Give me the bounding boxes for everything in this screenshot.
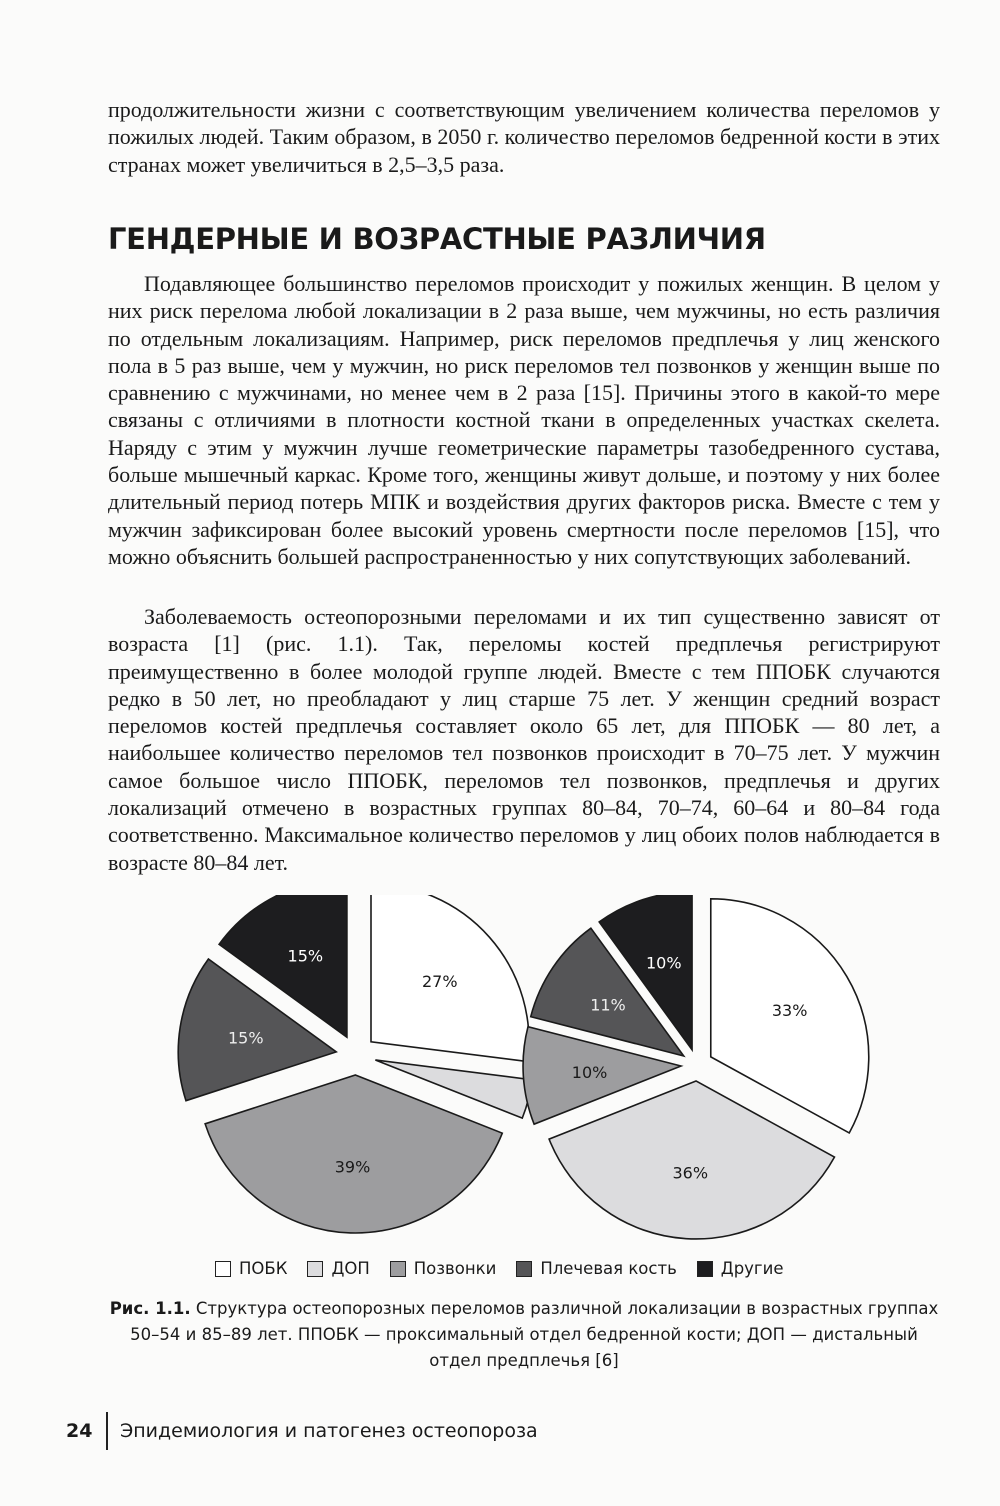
pie-label-1-1: 27%	[421, 972, 458, 992]
legend-label: Позвонки	[413, 1259, 497, 1278]
caption-label: Рис. 1.1.	[109, 1299, 191, 1318]
caption-text: Структура остеопорозных переломов различной локализации в возрастных группах 50–54 и 85–89 лет. ППОБК — проксимальный отдел бедренной кости; ДОП — дистальный отдел предплечья [6]	[130, 1299, 939, 1370]
paragraph-3: Заболеваемость остеопорозными переломами и их тип существенно зависят от возраста [1] (рис. 1.1). Так, переломы костей предплечья регистрируют преимущественно в более молодой группе людей. Вместе с тем ППОБК случаются редко в 50 лет, но преобладают у лиц старше 75 лет. У женщин средний возраст переломов костей предплечья составляет около 65 лет, для ППОБК — 80 лет, а наибольшее количество переломов тел позвонков происходит в 70–75 лет. У мужчин самое большое число ППОБК, переломов тел позвонков, предплечья и других локализаций отмечено в возрастных группах 80–84, 70–74, 60–64 и 80–84 года соответственно. Максимальное количество переломов у лиц обоих полов наблюдается в возрасте 80–84 лет.	[108, 604, 940, 875]
pie-label-1-3: 39%	[334, 1157, 371, 1177]
legend-swatch	[307, 1261, 323, 1277]
pie-charts-figure	[0, 895, 1000, 1250]
legend-label: ПОБК	[239, 1259, 288, 1278]
paragraph-2: Подавляющее большинство переломов происходит у пожилых женщин. В целом у них риск перелома любой локализации в 2 раза выше, чем мужчины, но есть различия по отдельным локализациям. Например, риск переломов предплечья у лиц женского пола в 5 раз выше, чем у мужчин, но риск переломов тел позвонков у женщин выше по сравнению с мужчинами, но менее чем в 2 раза [15]. Причины этого в какой-то мере связаны с отличиями в плотности костной ткани в определенных участках скелета. Наряду с этим у мужчин лучше геометрические параметры тазобедренного сустава, больше мышечный каркас. Кроме того, женщины живут дольше, и поэтому у них более длительный период потерь МПК и воздействия других факторов риска. Вместе с тем у мужчин зафиксирован более высокий уровень смертности после переломов [15], что можно объяснить большей распространенностью у них сопутствующих заболеваний.	[108, 271, 940, 569]
page-number: 24	[66, 1420, 93, 1442]
pie-label-1-4: 15%	[227, 1028, 264, 1048]
footer-divider	[106, 1412, 108, 1450]
legend-item	[390, 1259, 497, 1278]
legend-swatch	[390, 1261, 406, 1277]
legend-label: Плечевая кость	[540, 1259, 677, 1278]
legend-label: ДОП	[331, 1259, 370, 1278]
pie-label-2-4: 11%	[590, 995, 626, 1015]
pie-label-2-1: 33%	[771, 1001, 808, 1021]
legend-item	[215, 1259, 287, 1278]
pie-chart-1	[178, 895, 554, 1233]
legend-item	[307, 1259, 369, 1278]
legend-label: Другие	[720, 1259, 784, 1278]
pie-chart-2	[523, 895, 869, 1239]
legend-swatch	[697, 1261, 713, 1277]
legend-item	[516, 1259, 676, 1278]
pie-label-1-5: 15%	[287, 946, 324, 966]
legend-swatch	[215, 1261, 231, 1277]
section-heading: ГЕНДЕРНЫЕ И ВОЗРАСТНЫЕ РАЗЛИЧИЯ	[108, 222, 766, 256]
figure-caption	[108, 1296, 940, 1374]
legend-item	[697, 1259, 784, 1278]
pie-label-2-2: 36%	[672, 1163, 709, 1183]
pie-slice-1-3	[205, 1075, 502, 1233]
chart-legend	[215, 1259, 803, 1278]
pie-slice-2-2	[549, 1081, 834, 1239]
legend-swatch	[516, 1261, 532, 1277]
running-title: Эпидемиология и патогенез остеопороза	[119, 1420, 538, 1442]
pie-label-2-5: 10%	[645, 953, 682, 973]
page-footer	[66, 1412, 538, 1450]
paragraph-1: продолжительности жизни с соответствующим увеличением количества переломов у пожилых людей. Таким образом, в 2050 г. количество переломов бедренной кости в этих странах может увеличиться в 2,5–3,5 раза.	[108, 97, 940, 177]
pie-label-2-3: 10%	[571, 1062, 608, 1082]
